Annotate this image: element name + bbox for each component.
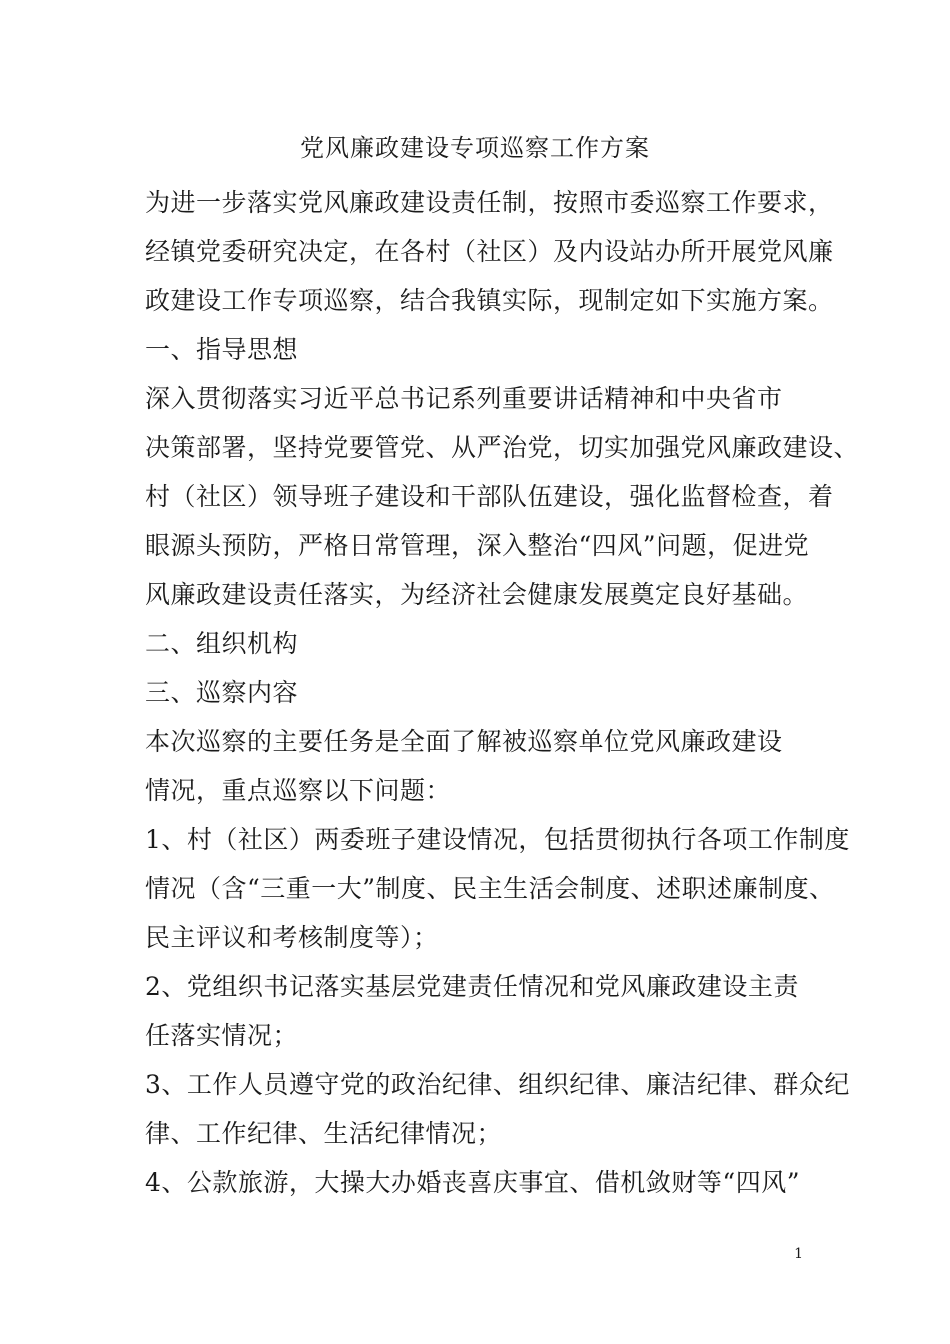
- list-item-3: 3、工作人员遵守党的政治纪律、组织纪律、廉洁纪律、群众纪: [145, 1070, 850, 1099]
- body-line: 情况，重点巡察以下问题：: [145, 776, 452, 805]
- list-item-2: 2、党组织书记落实基层党建责任情况和党风廉政建设主责: [145, 972, 799, 1001]
- body-line: 为进一步落实党风廉政建设责任制，按照市委巡察工作要求，: [145, 188, 834, 217]
- document-body: [145, 178, 860, 1207]
- body-line: 经镇党委研究决定，在各村（社区）及内设站办所开展党风廉: [145, 237, 834, 266]
- body-line: 律、工作纪律、生活纪律情况；: [145, 1119, 503, 1148]
- page-number: [0, 1244, 950, 1264]
- list-item-1: 1、村（社区）两委班子建设情况，包括贯彻执行各项工作制度: [145, 825, 850, 854]
- body-line: 任落实情况；: [145, 1021, 299, 1050]
- body-line: 本次巡察的主要任务是全面了解被巡察单位党风廉政建设: [145, 727, 783, 756]
- body-line: 情况（含“三重一大”制度、民主生活会制度、述职述廉制度、: [145, 874, 835, 903]
- section-heading-organization: 二、组织机构: [145, 629, 299, 658]
- body-line: 深入贯彻落实习近平总书记系列重要讲话精神和中央省市: [145, 384, 783, 413]
- body-line: 眼源头预防，严格日常管理，深入整治“四风”问题，促进党: [145, 531, 810, 560]
- document-title: 党风廉政建设专项巡察工作方案: [300, 134, 650, 162]
- body-line: 政建设工作专项巡察，结合我镇实际，现制定如下实施方案。: [145, 286, 834, 315]
- body-line: 村（社区）领导班子建设和干部队伍建设，强化监督检查，着: [145, 482, 834, 511]
- page-number-text: 1: [794, 1246, 803, 1262]
- body-line: 风廉政建设责任落实，为经济社会健康发展奠定良好基础。: [145, 580, 809, 609]
- body-line: 民主评议和考核制度等）；: [145, 923, 439, 952]
- body-line: 决策部署，坚持党要管党、从严治党，切实加强党风廉政建设、: [145, 433, 860, 462]
- section-heading-inspection-content: 三、巡察内容: [145, 678, 299, 707]
- section-heading-guiding-ideology: 一、指导思想: [145, 335, 299, 364]
- list-item-4: 4、公款旅游，大操大办婚丧喜庆事宜、借机敛财等“四风”: [145, 1168, 800, 1197]
